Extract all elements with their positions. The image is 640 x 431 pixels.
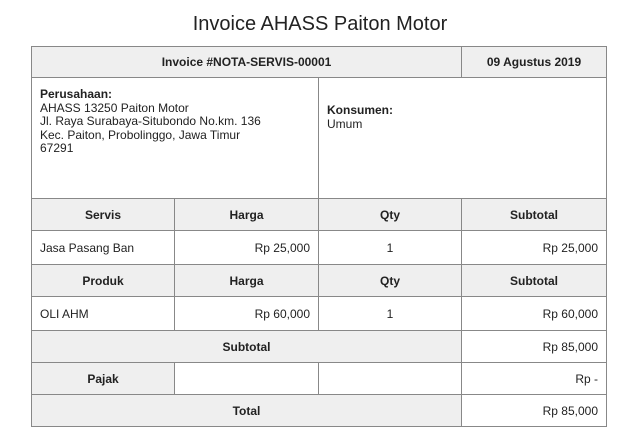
total-row bbox=[32, 395, 607, 427]
total-label: Total bbox=[32, 395, 462, 427]
subtotal-row bbox=[32, 331, 607, 363]
table-row bbox=[32, 297, 607, 331]
invoice-header-row bbox=[32, 47, 607, 78]
services-header-row bbox=[32, 199, 607, 231]
invoice-date: 09 Agustus 2019 bbox=[462, 47, 607, 78]
tax-value: Rp - bbox=[462, 363, 607, 395]
product-subtotal: Rp 60,000 bbox=[462, 297, 607, 331]
column-header: Harga bbox=[175, 199, 319, 231]
invoice-table bbox=[31, 46, 607, 427]
column-header: Produk bbox=[32, 265, 175, 297]
customer-label: Konsumen: bbox=[327, 103, 393, 117]
company-address-postal: 67291 bbox=[40, 141, 74, 155]
tax-label: Pajak bbox=[32, 363, 175, 395]
invoice-number: Invoice #NOTA-SERVIS-00001 bbox=[32, 47, 462, 78]
tax-row bbox=[32, 363, 607, 395]
service-qty: 1 bbox=[319, 231, 462, 265]
customer-name: Umum bbox=[327, 116, 363, 131]
column-header: Servis bbox=[32, 199, 175, 231]
subtotal-value: Rp 85,000 bbox=[462, 331, 607, 363]
column-header: Harga bbox=[175, 265, 319, 297]
company-name: AHASS 13250 Paiton Motor bbox=[40, 100, 189, 115]
product-name: OLI AHM bbox=[32, 297, 175, 331]
column-header: Subtotal bbox=[462, 265, 607, 297]
table-row bbox=[32, 231, 607, 265]
product-qty: 1 bbox=[319, 297, 462, 331]
tax-empty-cell bbox=[319, 363, 462, 395]
company-address-street: Jl. Raya Surabaya-Situbondo No.km. 136 bbox=[40, 114, 261, 128]
service-subtotal: Rp 25,000 bbox=[462, 231, 607, 265]
total-value: Rp 85,000 bbox=[462, 395, 607, 427]
column-header: Qty bbox=[319, 199, 462, 231]
page-title: Invoice AHASS Paiton Motor bbox=[192, 13, 448, 35]
column-header: Qty bbox=[319, 265, 462, 297]
customer-block bbox=[319, 78, 607, 199]
party-info-row bbox=[32, 78, 607, 199]
tax-empty-cell bbox=[175, 363, 319, 395]
products-header-row bbox=[32, 265, 607, 297]
company-block bbox=[32, 78, 319, 199]
company-label: Perusahaan: bbox=[40, 87, 113, 101]
subtotal-label: Subtotal bbox=[32, 331, 462, 363]
company-address-city: Kec. Paiton, Probolinggo, Jawa Timur bbox=[40, 127, 241, 142]
column-header: Subtotal bbox=[462, 199, 607, 231]
service-price: Rp 25,000 bbox=[175, 231, 319, 265]
product-price: Rp 60,000 bbox=[175, 297, 319, 331]
service-name: Jasa Pasang Ban bbox=[32, 231, 175, 265]
